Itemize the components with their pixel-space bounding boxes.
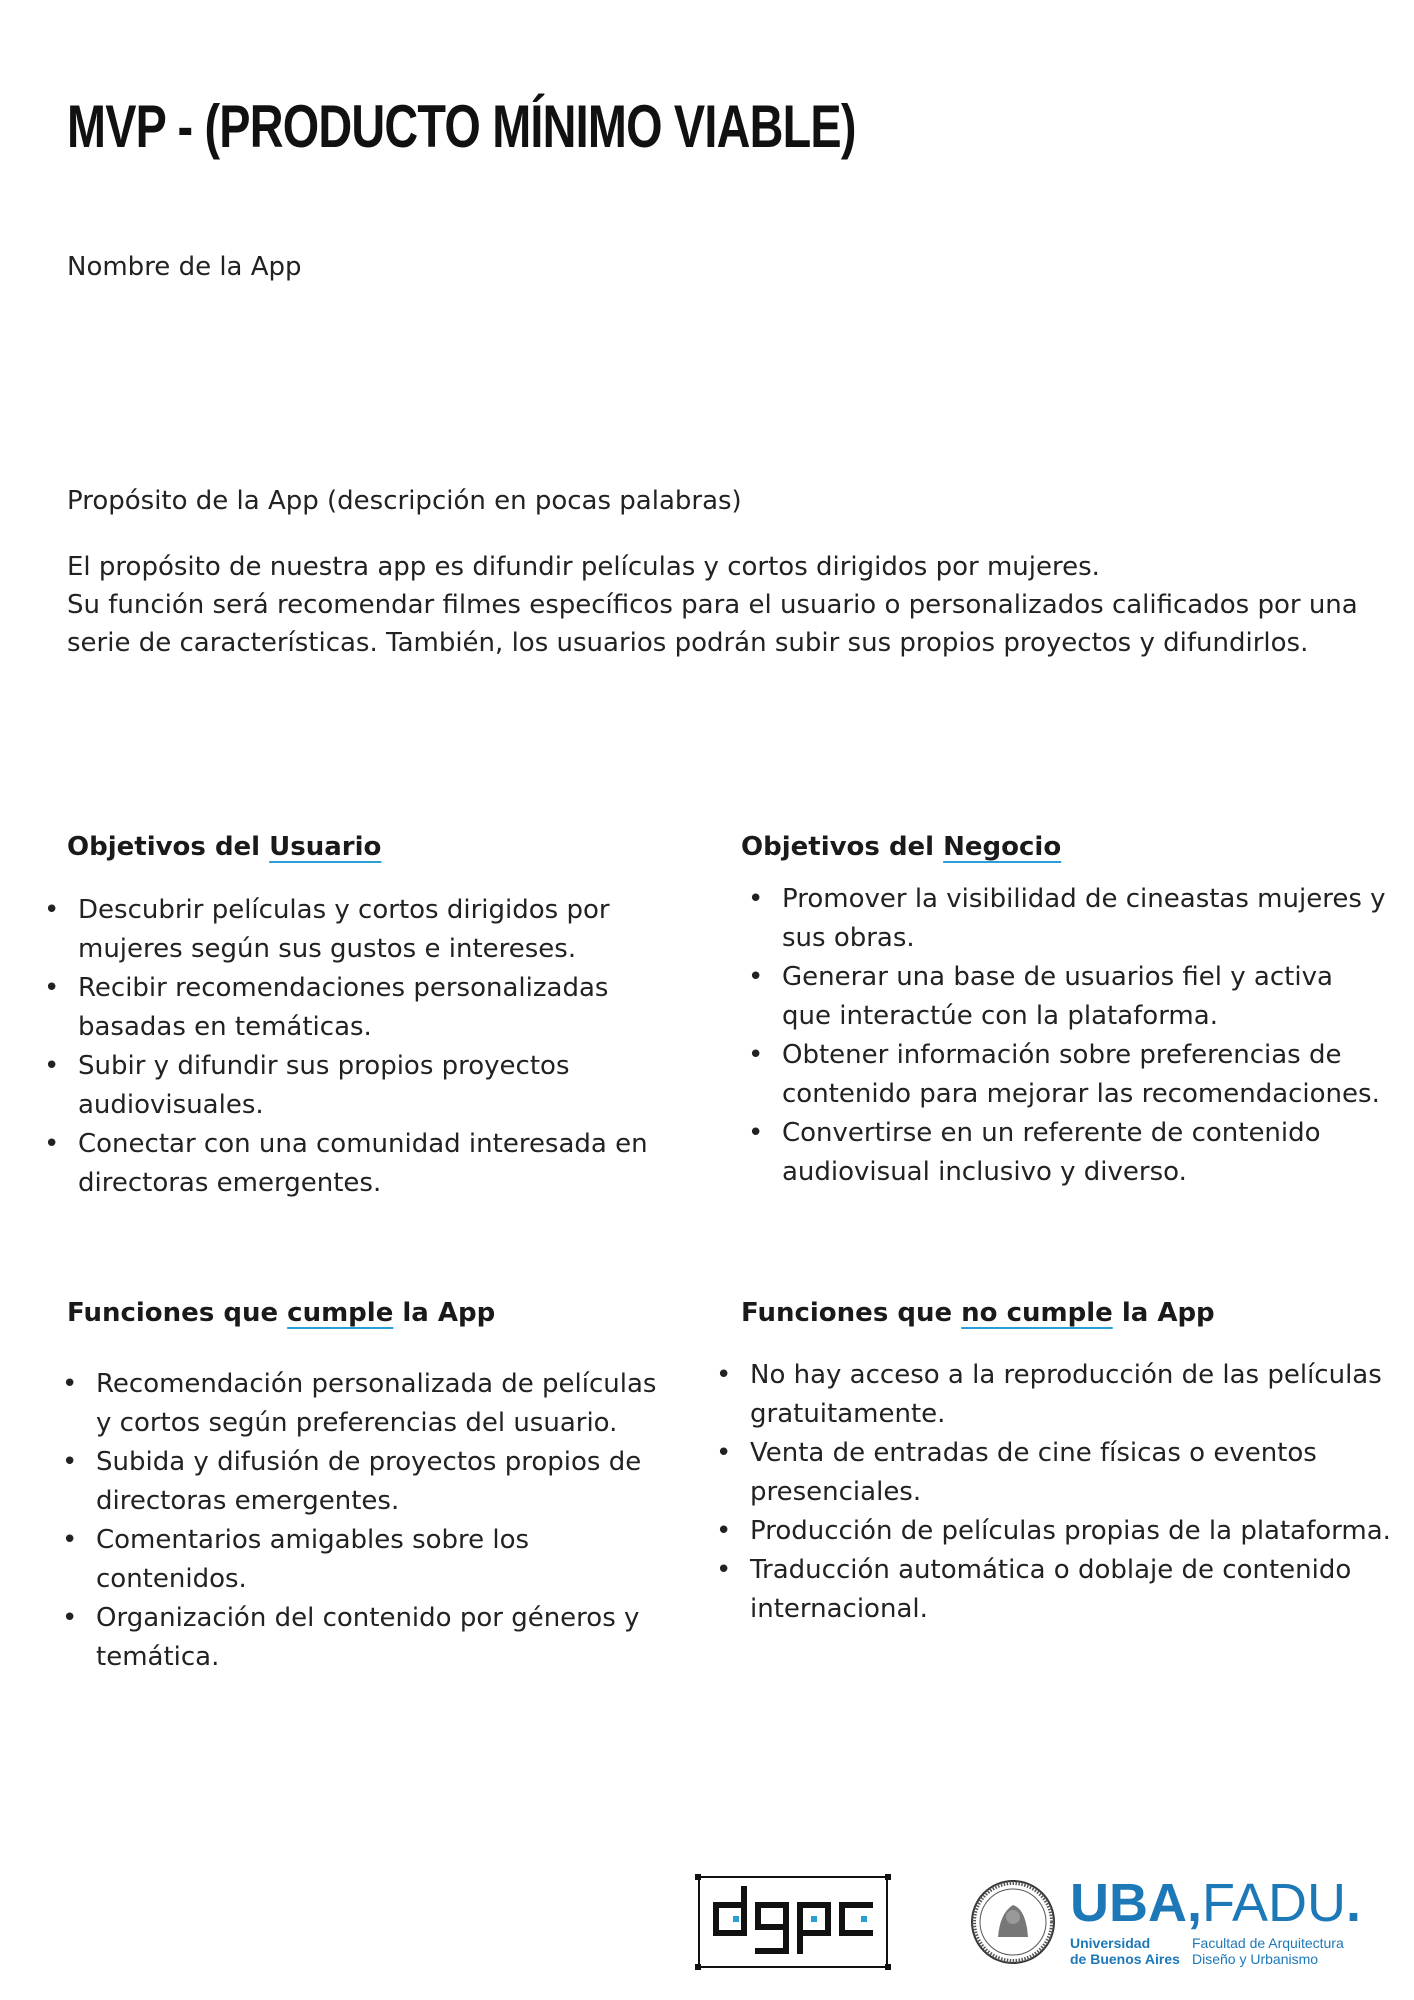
purpose-line: Su función será recomendar filmes específicos para el usuario o personalizados calificados por una serie de características. También, los usuarios podrán subir sus propios proyectos y difundirlos. [67,590,1358,658]
business-goals-underlined: Negocio [943,832,1062,862]
list-item: • No hay acceso a la reproducción de las películas gratuitamente. [716,1356,1396,1434]
list-item: • Subida y difusión de proyectos propios de directoras emergentes. [62,1443,662,1521]
user-goals-list [44,891,664,1203]
uba-fadu-wordmark: UBA,FADU. [1070,1873,1362,1933]
list-item: • Recomendación personalizada de películas y cortos según preferencias del usuario. [62,1365,662,1443]
uba-fadu-logo [970,1875,1370,1970]
business-goals-title: Objetivos del Negocio [741,832,1062,862]
business-goals-list [748,880,1388,1192]
uba-seal-icon [970,1879,1056,1965]
list-item: • Promover la visibilidad de cineastas mujeres y sus obras. [748,880,1388,958]
features-yes-title: Funciones que cumple la App [67,1298,496,1328]
features-no-list [716,1356,1396,1629]
list-item: • Subir y difundir sus propios proyectos audiovisuales. [44,1047,664,1125]
list-item: • Convertirse en un referente de contenido audiovisual inclusivo y diverso. [748,1114,1388,1192]
purpose-description [67,548,1367,662]
list-item: • Traducción automática o doblaje de contenido internacional. [716,1551,1396,1629]
dgpc-logo-text: dgpc [793,1971,796,1972]
features-no-title: Funciones que no cumple la App [741,1298,1215,1328]
fadu-name: Facultad de Arquitectura Diseño y Urbanismo [1192,1935,1344,1967]
purpose-line: El propósito de nuestra app es difundir películas y cortos dirigidos por mujeres. [67,552,1100,582]
list-item: • Producción de películas propias de la plataforma. [716,1512,1396,1551]
list-item: • Generar una base de usuarios fiel y activa que interactúe con la plataforma. [748,958,1388,1036]
uba-name: Universidad de Buenos Aires [1070,1935,1180,1967]
list-item: • Conectar con una comunidad interesada en directoras emergentes. [44,1125,664,1203]
purpose-label: Propósito de la App (descripción en pocas palabras) [67,486,742,516]
features-yes-underlined: cumple [287,1298,394,1328]
features-yes-list [62,1365,662,1677]
user-goals-underlined: Usuario [269,832,382,862]
list-item: • Descubrir películas y cortos dirigidos por mujeres según sus gustos e intereses. [44,891,664,969]
dgpc-logo [693,1872,893,1972]
list-item: • Obtener información sobre preferencias de contenido para mejorar las recomendaciones. [748,1036,1388,1114]
app-name-label: Nombre de la App [67,252,302,282]
user-goals-title: Objetivos del Usuario [67,832,382,862]
list-item: • Venta de entradas de cine físicas o eventos presenciales. [716,1434,1396,1512]
page-title: MVP - (PRODUCTO MÍNIMO VIABLE) [67,93,856,160]
features-no-underlined: no cumple [961,1298,1113,1328]
list-item: • Comentarios amigables sobre los contenidos. [62,1521,662,1599]
list-item: • Organización del contenido por géneros y temática. [62,1599,662,1677]
list-item: • Recibir recomendaciones personalizadas basadas en temáticas. [44,969,664,1047]
